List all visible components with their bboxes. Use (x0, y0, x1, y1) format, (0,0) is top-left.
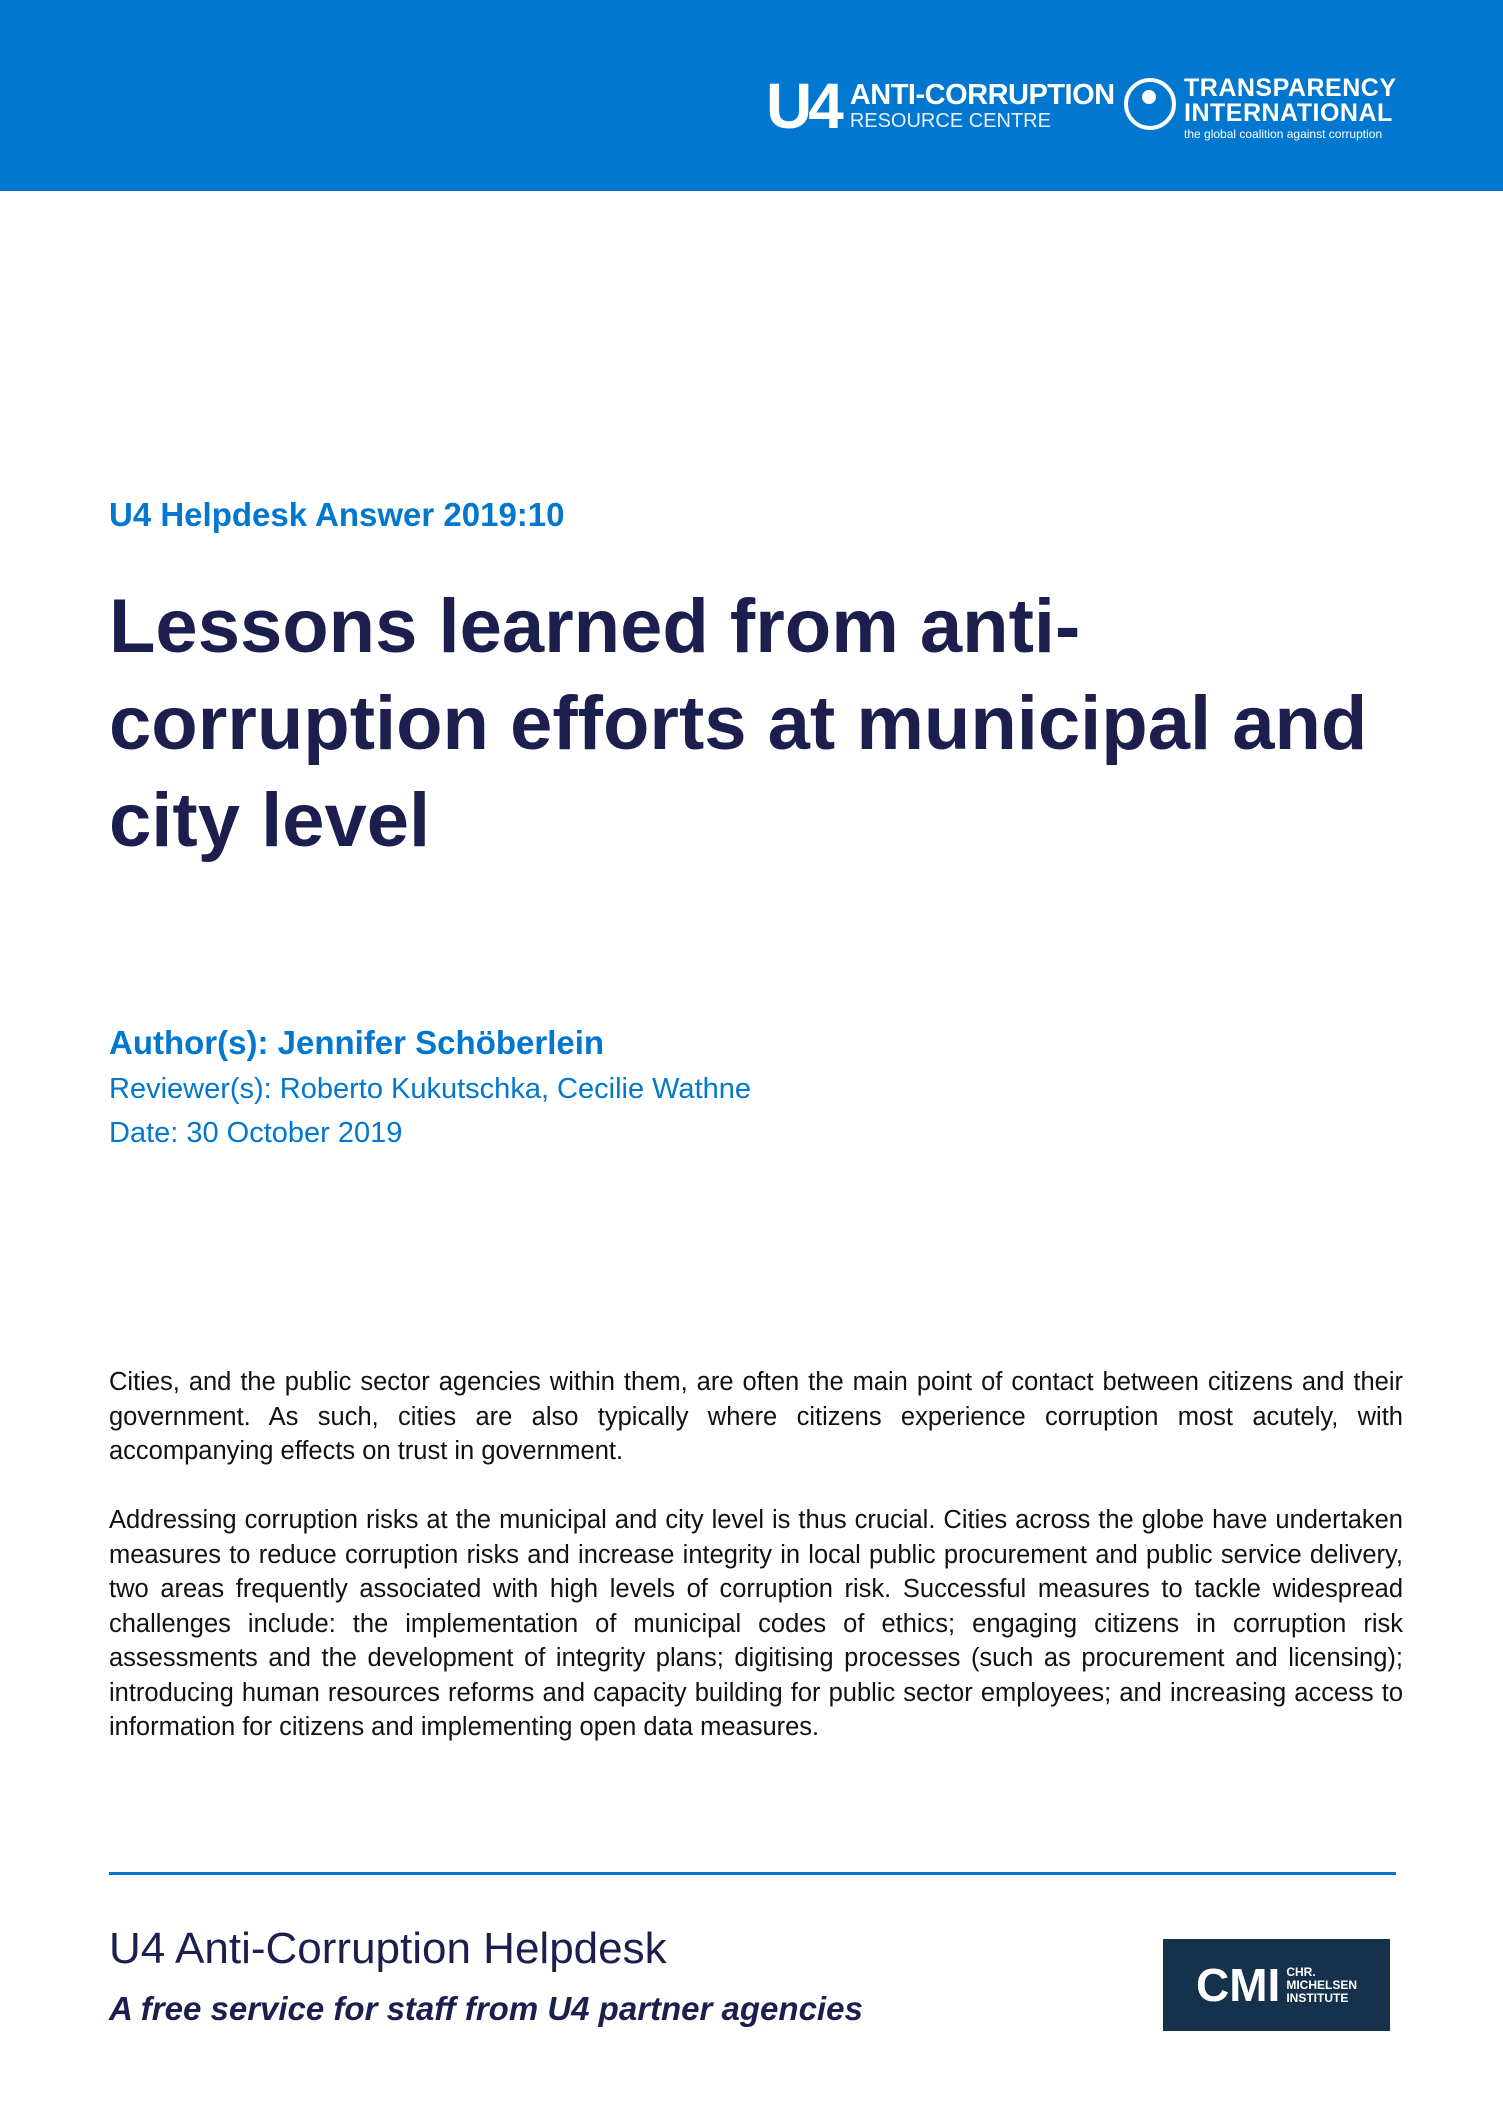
cmi-line1: CHR. (1286, 1964, 1316, 1979)
ti-logo-line2: INTERNATIONAL (1184, 99, 1393, 127)
reviewers-line: Reviewer(s): Roberto Kukutschka, Cecilie Wathne (109, 1073, 752, 1105)
document-title: Lessons learned from anti-corruption efforts at municipal and city level (109, 584, 1368, 863)
ti-tagline: the global coalition against corruption (1184, 127, 1383, 141)
u4-mark: U4 (766, 70, 840, 142)
footer-divider (109, 1872, 1396, 1875)
author-line: Author(s): Jennifer Schöberlein (109, 1024, 605, 1061)
summary-paragraph-2: Addressing corruption risks at the municipal and city level is thus crucial. Cities across the globe have undertaken measures to reduce corruption risks and increase integrity in local public procurement and public service delivery, two areas frequently associated with high levels of corruption risk. Successful measures to tackle widespread challenges include: the implementation of municipal codes of ethics; engaging citizens in corruption risk assessments and the development of integrity plans; digitising processes (such as procurement and licensing); introducing human resources reforms and capacity building for public sector employees; and increasing access to information for citizens and implementing open data measures. (109, 1506, 1403, 1741)
series-label: U4 Helpdesk Answer 2019:10 (109, 496, 565, 533)
cmi-line2: MICHELSEN (1286, 1977, 1357, 1992)
footer-tagline: A free service for staff from U4 partner agencies (109, 1990, 863, 2027)
cmi-logo (1163, 1939, 1390, 2031)
cmi-mark: CMI (1196, 1959, 1281, 2011)
summary-paragraph-1: Cities, and the public sector agencies within them, are often the main point of contact between citizens and their government. As such, cities are also typically where citizens experience corruption most acutely, with accompanying effects on trust in government. (109, 1368, 1403, 1465)
ti-globe-icon (1124, 78, 1176, 130)
u4-logo (766, 70, 1115, 142)
cmi-line3: INSTITUTE (1286, 1990, 1349, 2005)
transparency-international-logo (1124, 76, 1397, 142)
u4-logo-line1: ANTI-CORRUPTION (849, 79, 1115, 111)
footer-title: U4 Anti-Corruption Helpdesk (109, 1924, 667, 1973)
u4-logo-line2: RESOURCE CENTRE (849, 110, 1051, 132)
ti-logo-line1: TRANSPARENCY (1184, 74, 1397, 102)
date-line: Date: 30 October 2019 (109, 1117, 403, 1149)
header-banner (0, 0, 1503, 191)
